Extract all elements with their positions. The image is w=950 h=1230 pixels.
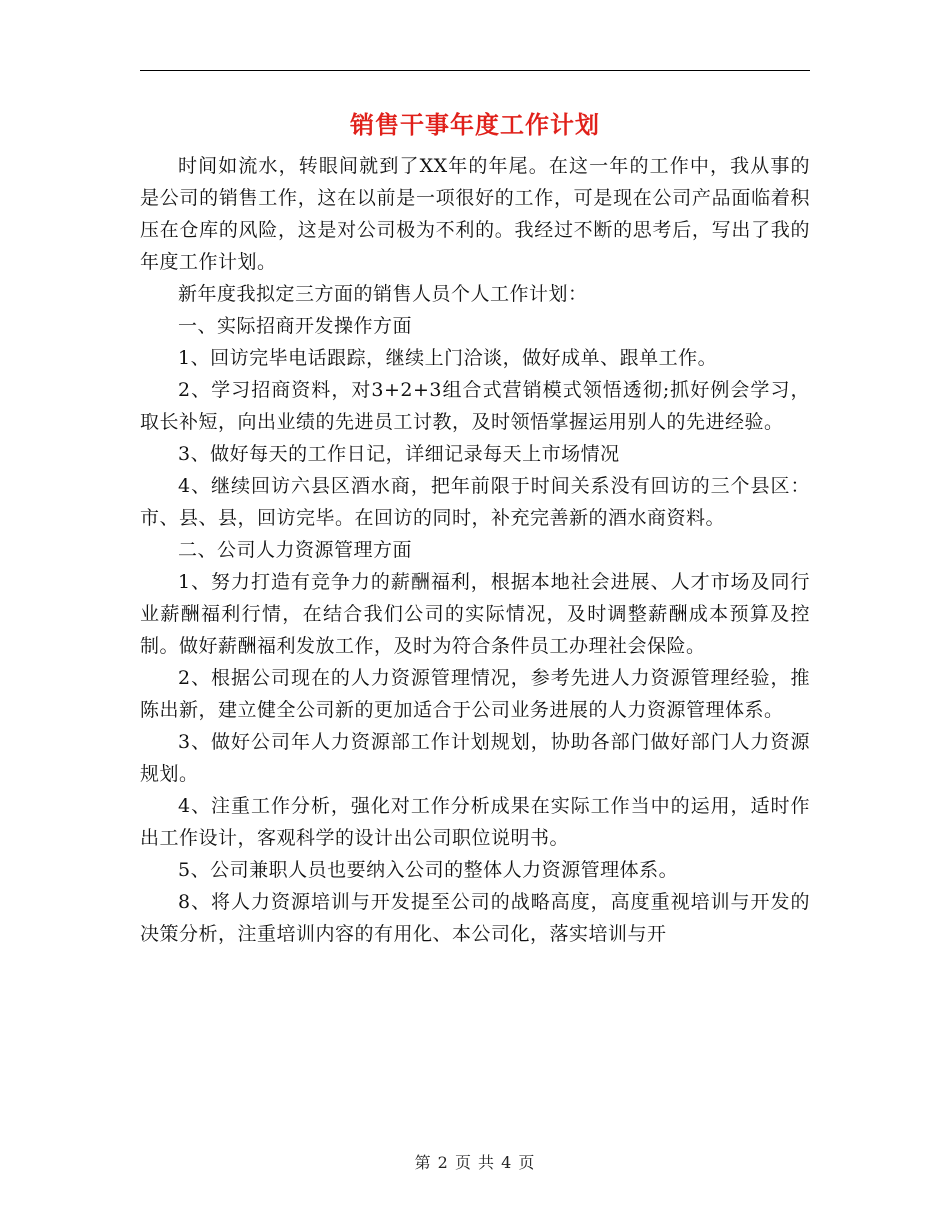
paragraph: 时间如流水，转眼间就到了XX年的年尾。在这一年的工作中，我从事的是公司的销售工作，这在以前是一项很好的工作，可是现在公司产品面临着积压在仓库的风险，这是对公司极为不利的。我经过不断的思考后，写出了我的年度工作计划。 — [140, 155, 810, 273]
list-item: 5、公司兼职人员也要纳入公司的整体人力资源管理体系。 — [178, 859, 679, 881]
list-item: 4、注重工作分析，强化对工作分析成果在实际工作当中的运用，适时作出工作设计，客观科学的设计出公司职位说明书。 — [140, 795, 810, 849]
list-item: 2、学习招商资料，对3+2+3组合式营销模式领悟透彻;抓好例会学习，取长补短，向出业绩的先进员工讨教，及时领悟掌握运用别人的先进经验。 — [140, 379, 810, 433]
document-title: 销售干事年度工作计划 — [350, 110, 600, 139]
list-item: 8、将人力资源培训与开发提至公司的战略高度，高度重视培训与开发的决策分析，注重培训内容的有用化、本公司化，落实培训与开 — [140, 891, 810, 945]
list-item: 1、回访完毕电话跟踪，继续上门洽谈，做好成单、跟单工作。 — [178, 347, 718, 369]
header-rule — [140, 70, 810, 71]
list-item: 3、做好每天的工作日记，详细记录每天上市场情况 — [178, 443, 620, 465]
page-footer — [0, 1153, 950, 1173]
section-heading: 一、实际招商开发操作方面 — [178, 315, 413, 337]
section-heading: 二、公司人力资源管理方面 — [178, 539, 413, 561]
paragraph: 新年度我拟定三方面的销售人员个人工作计划： — [178, 283, 588, 305]
list-item: 2、根据公司现在的人力资源管理情况，参考先进人力资源管理经验，推陈出新，建立健全公司新的更加适合于公司业务进展的人力资源管理体系。 — [140, 667, 810, 721]
list-item: 3、做好公司年人力资源部工作计划规划，协助各部门做好部门人力资源规划。 — [140, 731, 810, 785]
page-number: 第 2 页 共 4 页 — [414, 1153, 536, 1172]
list-item: 1、努力打造有竞争力的薪酬福利，根据本地社会进展、人才市场及同行业薪酬福利行情，在结合我们公司的实际情况，及时调整薪酬成本预算及控制。做好薪酬福利发放工作，及时为符合条件员工办理社会保险。 — [140, 571, 810, 657]
document-body — [140, 150, 810, 950]
list-item: 4、继续回访六县区酒水商，把年前限于时间关系没有回访的三个县区：市、县、县，回访完毕。在回访的同时，补充完善新的酒水商资料。 — [140, 475, 810, 529]
